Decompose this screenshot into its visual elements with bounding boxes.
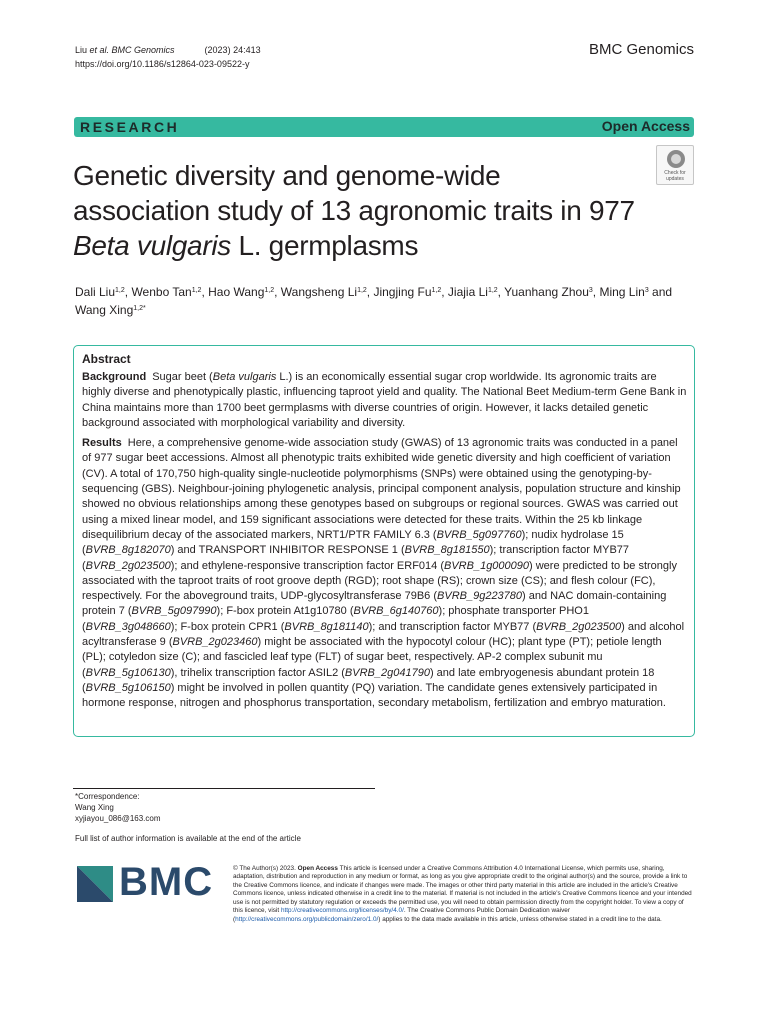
results-text: ) and alcohol acyltransferase 9 (	[82, 620, 685, 649]
author-name: Dali Liu	[75, 285, 116, 299]
gene-id: BVRB_8g181550	[404, 544, 490, 557]
bmc-logo-text: BMC	[119, 860, 214, 904]
license-link-1[interactable]: http://creativecommons.org/licenses/by/4.0/	[280, 907, 404, 915]
results-text: ); and ethylene-responsive transcription factor ERF014 (	[170, 559, 444, 572]
correspondence-name: Wang Xing	[75, 803, 114, 812]
citation-journal: et al. BMC Genomics	[89, 45, 175, 55]
author-name: Wangsheng Li	[280, 285, 358, 299]
footnote-rule	[73, 788, 375, 789]
section-band	[74, 117, 694, 137]
author-affiliation: 1,2*	[133, 305, 146, 312]
author-info-note: Full list of author information is available at the end of the article	[75, 834, 301, 843]
gene-id: BVRB_2g023500	[85, 559, 171, 572]
author-name: Jiajia Li	[447, 285, 488, 299]
author-name: Ming Lin	[599, 285, 645, 299]
author-affiliation: 3	[644, 287, 649, 294]
gene-id: BVRB_5g097990	[131, 605, 217, 618]
check-line-2: updates	[666, 176, 684, 182]
check-line-1: Check for	[664, 170, 686, 176]
article-title	[73, 158, 653, 263]
author-affiliation: 1,2	[487, 287, 498, 294]
section-label: RESEARCH	[80, 119, 180, 135]
citation-line	[75, 43, 261, 57]
license-copyright: © The Author(s) 2023.	[233, 865, 298, 872]
bmc-logo	[77, 860, 215, 906]
background-label: Background	[82, 371, 147, 383]
gene-id: BVRB_2g023460	[172, 636, 258, 649]
author-name: Yuanhang Zhou	[504, 285, 589, 299]
background-text-1: Sugar beet (	[152, 371, 213, 383]
author-name: Wenbo Tan	[131, 285, 192, 299]
correspondence-label: *Correspondence:	[75, 792, 140, 801]
gene-id: BVRB_8g181140	[284, 620, 369, 633]
citation-authors: Liu	[75, 45, 90, 55]
author-affiliation: 3	[588, 287, 593, 294]
title-species: Beta vulgaris	[73, 230, 231, 261]
results-text: ); transcription factor MYB77 (	[82, 544, 630, 572]
journal-name: BMC Genomics	[588, 41, 694, 58]
gene-id: BVRB_2g041790	[344, 666, 430, 679]
gene-id: BVRB_9g223780	[437, 590, 523, 603]
author-affiliation: 1,2	[431, 287, 442, 294]
results-text: ); F-box protein At1g10780 (	[216, 605, 354, 618]
gene-id: BVRB_5g106150	[85, 681, 171, 694]
results-text: ) might be associated with the hypocotyl colour (HC); plant type (PT); petiole length (PL); cotyledon size (C); and fascicled leaf type (FLT) of sugar beet, respectively. AP-2 complex subunit mu (	[82, 636, 662, 679]
results-text: ); and transcription factor MYB77 (	[368, 620, 537, 633]
results-text: ); F-box protein CPR1 (	[170, 620, 285, 633]
results-text: ) and TRANSPORT INHIBITOR RESPONSE 1 (	[170, 544, 405, 557]
license-text-2: . The Creative Commons Public Domain Dedication waiver (	[233, 907, 570, 923]
license-text-3: ) applies to the data made available in this article, unless otherwise stated in a credit line to the data.	[378, 915, 662, 923]
abstract-heading: Abstract	[82, 352, 131, 366]
background-species: Beta vulgaris	[212, 371, 277, 383]
license-text	[233, 865, 695, 924]
correspondence-email[interactable]: xyjiayou_086@163.com	[75, 814, 161, 823]
title-line-2: association study of 13 agronomic traits in 977	[73, 195, 635, 226]
check-for-updates-button[interactable]	[656, 145, 694, 185]
abstract-box	[73, 345, 695, 737]
gene-id: BVRB_6g140760	[353, 605, 439, 618]
gene-id: BVRB_3g048660	[85, 620, 171, 633]
license-link-2[interactable]: http://creativecommons.org/publicdomain/zero/1.0/	[235, 915, 379, 923]
gene-id: BVRB_5g097760	[436, 528, 522, 541]
author-affiliation: 1,2	[264, 287, 275, 294]
gene-id: BVRB_2g023500	[536, 620, 622, 633]
author-affiliation: 1,2	[357, 287, 367, 294]
license-open-access: Open Access	[297, 865, 338, 872]
results-text: ) and NAC domain-containing protein 7 (	[82, 590, 667, 618]
license-text-1: This article is licensed under a Creative Commons Attribution 4.0 International License, which permits use, sharing, adaptation, distribution and reproduction in any medium or format, as long as you give appropriate credit to the original author(s) and the source, provide a link to the Creative Commons licence, and indicate if changes were made. The images or other third party material in this article are included in the article's Creative Commons licence, unless indicated otherwise in a credit line to the material. If material is not included in the article's Creative Commons licence and your intended use is not permitted by statutory regulation or exceeds the permitted use, you will need to obtain permission directly from the copyright holder. To view a copy of this licence, visit	[233, 865, 692, 915]
doi-link[interactable]: https://doi.org/10.1186/s12864-023-09522-y	[75, 59, 250, 69]
correspondence	[75, 791, 161, 824]
title-line-3: L. germplasms	[230, 230, 419, 261]
results-text: Here, a comprehensive genome-wide association study (GWAS) of 13 agronomic traits was conducted in a panel of 977 sugar beet accessions. Almost all phenotypic traits exhibited wide genetic diversity and high coefficient of variation (CV). A total of 170,750 high-quality single-nucleotide polymorphisms (SNPs) were obtained using the genotyping-by-sequencing (GBS). Neighbour-joining phylogenetic analysis, principal component analysis, population structure and kinship showed no obvious relationships among these genotypes based on subgroups or regional sources. GWAS was carried out using a mixed linear model, and 159 significant associations were detected for these traits. Within the 25 kb linkage disequilibrium decay of the associated markers, NRT1/PTR FAMILY 6.3 (	[82, 437, 681, 541]
results-label: Results	[82, 437, 122, 450]
bmc-logo-icon	[77, 866, 113, 902]
results-text: ); nudix hydrolase 15 (	[82, 528, 624, 557]
check-for-updates-text	[657, 170, 693, 182]
author-affiliation: 1,2	[191, 287, 202, 294]
results-text: ); phosphate transporter PHO1 (	[82, 605, 589, 633]
author-name: Jingjing Fu	[373, 285, 432, 299]
abstract-background	[82, 370, 687, 431]
results-text: ), trihelix transcription factor ASIL2 (	[170, 666, 345, 679]
results-text: ) might be involved in pollen quantity (PQ) variation. The candidate genes extensively participated in hormone response, nitrogen and phosphorus transportation, secondary metabolism, fertilization and embryo maturation.	[82, 681, 666, 710]
citation-header	[75, 43, 261, 71]
author-name: Hao Wang	[208, 285, 265, 299]
citation-year: (2023) 24:413	[204, 45, 261, 55]
results-text: ) and late embryogenesis abundant protein 18 (	[82, 666, 655, 694]
background-text-2: L.) is an economically essential sugar crop worldwide. Its agronomic traits are highly diverse and phenotypically plastic, influencing taproot yield and quality. The National Beet Medium-term Gene Bank in China maintains more than 1700 beet germplasms with diverse countries of origin. However, it lacks detailed genetic background associated with morphological variability and diversity.	[82, 371, 687, 429]
check-for-updates-icon	[667, 150, 685, 168]
author-name: Wang Xing	[75, 303, 134, 317]
abstract-results	[82, 436, 687, 711]
gene-id: BVRB_1g000090	[444, 559, 530, 572]
gene-id: BVRB_8g182070	[85, 544, 171, 557]
gene-id: BVRB_5g106130	[85, 666, 171, 679]
author-list: Dali Liu$^{1,2}$, Wenbo Tan$^{1,2}$, Hao Wang$^{1,2}$, Wangsheng Li$^{1,2}$, Jingjing Fu$^{1,2}$, Jiajia Li$^{1,2}$, Yuanhang Zhou$^3$, Ming Lin$^3$ and Wang Xing$^{1,2*}$	[75, 285, 673, 317]
open-access-label: Open Access	[601, 118, 690, 134]
author-affiliation: 1,2	[115, 287, 125, 294]
title-line-1: Genetic diversity and genome-wide	[73, 160, 501, 191]
results-text: ) were predicted to be strongly associated with the taproot traits of root groove depth (RGD); root shape (RS); crown size (CS); and flesh colour (FC), respectively. For the aboveground traits, UDP-glycosyltransferase 79B6 (	[82, 559, 677, 603]
